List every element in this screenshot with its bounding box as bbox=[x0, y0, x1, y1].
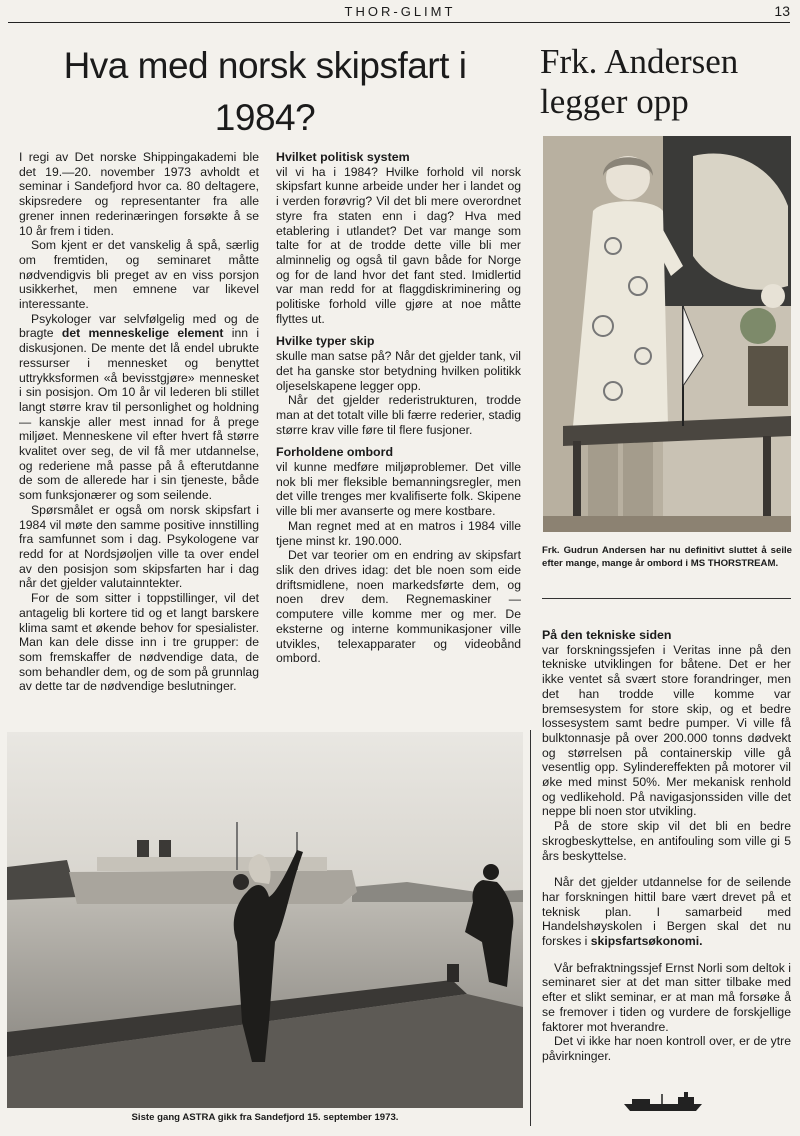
portrait-photo bbox=[543, 136, 791, 532]
paragraph: skulle man satse på? Når det gjelder tank, vil det ha ganske stor betydning hvilken politikk oljeselskapene legger opp. bbox=[276, 349, 521, 393]
paragraph: I regi av Det norske Shippingakademi ble det 19.—20. november 1973 avholdt et seminar i Sandefjord hvor ca. 80 deltagere, skipsredere og representanter fra alle grener innen rederinæringen forsøkte å se 10 år frem i tiden. bbox=[19, 150, 259, 238]
paragraph: Psykologer var selvfølgelig med og de bragte det menneskelige element inn i diskusjonen. De mente det lå endel ubrukte ressurser i mennesket og benyttet uttrykksformen «å bevisstgjøre» mennesket i sin posisjon. Om 10 år vil lederen bli stillet langt større krav til personlighet og holdning — kanskje aller mest innad for å prege miljøet. Menneskene vil efter hvert få større kvalitet over seg, de vil få mer utdannelse, og rederiene må passe på å efterutdanne de som de allerede har i sin tjeneste, både som funksjonærer og som seilende. bbox=[19, 311, 260, 503]
paragraph: vil vi ha i 1984? Hvilke forhold vil norsk skipsfart kunne arbeide under her i landet og i verden forøvrig? Vil det bli mere overordnet styre fra staten enn i dag? Hva med etablering i utlandet? Det var mange som talte for at de trodde dette ville bli mer alminnelig og også til gavn både for Norge og for de land hvor det fant sted. Imidlertid var man redd for at flaggdiskriminering og politiske forhold ville gjøre at noe måtte flyttes ut. bbox=[276, 164, 521, 326]
paragraph: vil kunne medføre miljøproblemer. Det ville nok bli mer fleksible bemanningsregler, men det ville trenges mer kvalifiserte folk. Skipene ville bli mer avanserte og mere kostbare. bbox=[276, 460, 521, 519]
subheading: Hvilket politisk system bbox=[276, 150, 410, 164]
article-column-1 bbox=[19, 150, 259, 694]
page-number: 13 bbox=[774, 3, 790, 19]
paragraph: Spørsmålet er også om norsk skipsfart i 1984 vil møte den samme positive innstilling fra samfunnet som i dag. Psykologene var redd for at Nordsjøoljen ville ta over endel av den posisjon som skipsfarten har i dag når det gjelder valutainntekter. bbox=[19, 502, 259, 591]
article-column-3 bbox=[542, 628, 791, 1064]
paragraph: Som kjent er det vanskelig å spå, særlig om fremtiden, og seminaret måtte nødvendigvis bli preget av en viss porsjon usikkerhet, men emnene var likevel interessante. bbox=[19, 238, 259, 312]
side-headline: Frk. Andersen legger opp bbox=[540, 42, 739, 121]
ship-icon bbox=[622, 1090, 706, 1117]
emphasis: det menneskelige element bbox=[61, 326, 224, 341]
subheading: På den tekniske siden bbox=[542, 628, 672, 642]
subheading: Forholdene ombord bbox=[276, 445, 394, 460]
paragraph: Når det gjelder rederistrukturen, trodde man at det totalt ville bli færre rederier, stadig større krav ville føre til flere fusjoner. bbox=[276, 393, 521, 437]
paragraph: For de som sitter i toppstillinger, vil det antagelig bli kortere tid og et langt barskere klima samt et økende behov for spesialister. Man kan dele disse inn i tre grupper: de som fremskaffer de nødvendige data, de som behandler dem, og de som på grunnlag av dette tar de nødvendige beslutninger. bbox=[19, 591, 259, 694]
article-column-2 bbox=[276, 150, 521, 666]
section-rule bbox=[542, 598, 791, 599]
harbor-caption: Siste gang ASTRA gikk fra Sandefjord 15. september 1973. bbox=[131, 1112, 399, 1123]
harbor-photo-image bbox=[7, 732, 523, 1108]
paragraph: På de store skip vil det bli en bedre skrogbeskyttelse, en antifouling som ville gi 5 års beskyttelse. bbox=[542, 819, 791, 863]
main-headline: Hva med norsk skipsfart i 1984? bbox=[63, 45, 467, 138]
paragraph: Det vi ikke har noen kontroll over, er de ytre påvirkninger. bbox=[542, 1034, 791, 1063]
header-rule bbox=[8, 22, 790, 23]
subheading: Hvilke typer skip bbox=[276, 334, 375, 349]
running-title: THOR-GLIMT bbox=[344, 4, 456, 19]
emphasis: skipsfartsøkonomi. bbox=[590, 934, 703, 949]
paragraph: Vår befraktningssjef Ernst Norli som deltok i seminaret sier at det man sitter tilbake med efter et slikt seminar, er at man må forsøke å se fremover i tiden og vurdere de forskjellige faktorer mot hverandre. bbox=[542, 960, 791, 1034]
paragraph: Når det gjelder utdannelse for de seilende har forskningen hittil bare vært drevet på et teknisk plan. I samarbeid med Handelshøyskolen i Bergen skal det nu forskes i skipsfartsøkonomi. bbox=[542, 875, 791, 949]
portrait-photo-image bbox=[543, 136, 791, 532]
paragraph: Man regnet med at en matros i 1984 ville tjene minst kr. 190.000. bbox=[276, 518, 521, 548]
harbor-photo bbox=[7, 732, 523, 1108]
paragraph: var forskningssjefen i Veritas inne på den tekniske utviklingen for båtene. Det er her ikke ventet så svært store forandringer, men det han trodde ville komme var bremsesystem for store skip, og et bedre lossesystem samt bedre pumper. Vi ville få bulktonnasje på over 200.000 tonns dødvekt og størrelsen på containerskip ville gå vesentlig opp. Sylindereffekten på motorer vil øke med minst 50%. Mer mekanisk renhold og vedlikehold. På navigasjonssiden ville det neppe bli noen stor utvikling. bbox=[542, 642, 791, 819]
column-rule bbox=[530, 730, 531, 1126]
portrait-caption: Frk. Gudrun Andersen har nu definitivt sluttet å seile efter mange, mange år ombord i MS THORSTREAM. bbox=[542, 545, 792, 569]
paragraph: Det var teorier om en endring av skipsfart slik den drives idag: det ble noen som eide driftsmidlene, noen markedsførte dem, og noen drev dem. Regnemaskiner — computere ville komme mer og mer. De eksterne og interne kommunikasjoner ville utvikles, telexapparater og videobånd ombord. bbox=[276, 548, 521, 666]
